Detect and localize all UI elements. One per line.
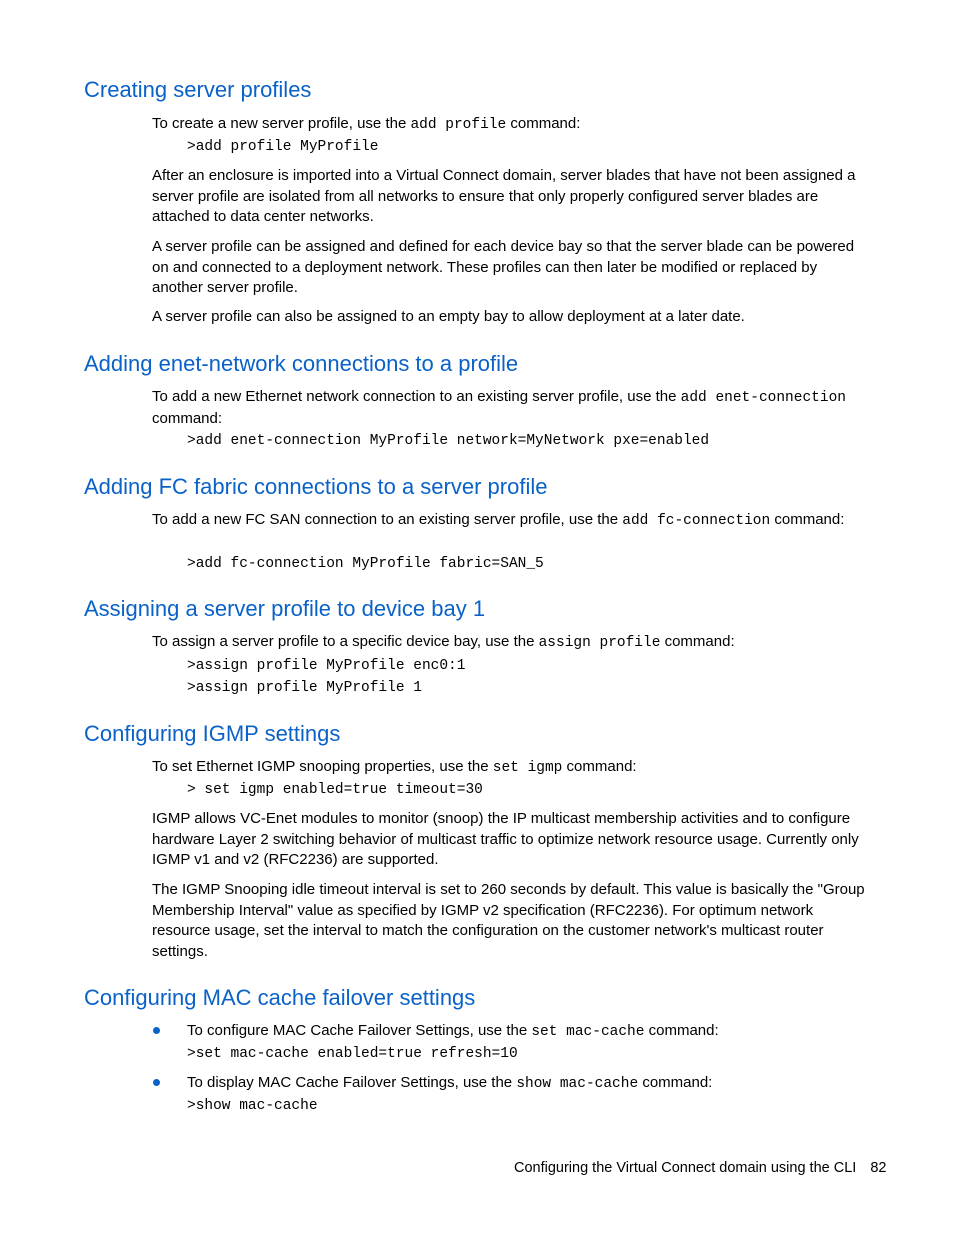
page-footer: [514, 1158, 887, 1178]
heading-creating-server-profiles: Creating server profiles: [84, 77, 312, 102]
inline-code: add profile: [410, 117, 507, 133]
paragraph: The IGMP Snooping idle timeout interval is set to 260 seconds by default. This value is basically the "Group Membership Interval" value as specified by IGMP v2 specification (RFC2236). For optimum network resource usage, set the interval to match the configuration on the customer network's multicast router settings.: [152, 881, 865, 960]
heading-adding-fc-connections: Adding FC fabric connections to a server profile: [84, 474, 548, 499]
inline-code: show mac-cache: [516, 1076, 639, 1092]
heading-adding-enet-connections: Adding enet-network connections to a profile: [84, 351, 519, 376]
page-number: 82: [870, 1160, 887, 1176]
command-line: >set mac-cache enabled=true refresh=10: [187, 1046, 518, 1062]
heading-configuring-mac-cache: Configuring MAC cache failover settings: [84, 985, 476, 1010]
footer-title: Configuring the Virtual Connect domain using the CLI: [514, 1160, 857, 1176]
paragraph: To assign a server profile to a specific device bay, use the assign profile command:: [152, 633, 735, 651]
bullet-icon: [153, 1079, 160, 1086]
command-line: >add profile MyProfile: [187, 139, 379, 155]
paragraph: A server profile can also be assigned to an empty bay to allow deployment at a later date.: [152, 308, 745, 325]
inline-code: set mac-cache: [531, 1024, 645, 1040]
command-line: >show mac-cache: [187, 1098, 318, 1114]
heading-assigning-profile: Assigning a server profile to device bay 1: [84, 596, 486, 621]
inline-code: set igmp: [492, 760, 563, 776]
command-line: >assign profile MyProfile enc0:1: [187, 658, 466, 674]
inline-code: add fc-connection: [622, 513, 771, 529]
command-line: >add fc-connection MyProfile fabric=SAN_5: [187, 556, 544, 572]
inline-code: assign profile: [538, 635, 661, 651]
paragraph: To add a new FC SAN connection to an existing server profile, use the add fc-connection command:: [152, 511, 845, 529]
heading-configuring-igmp: Configuring IGMP settings: [84, 721, 341, 746]
list-item: To configure MAC Cache Failover Settings, use the set mac-cache command:: [187, 1022, 719, 1040]
list-item: To display MAC Cache Failover Settings, use the show mac-cache command:: [187, 1074, 713, 1092]
paragraph: After an enclosure is imported into a Virtual Connect domain, server blades that have not been assigned a server profile are isolated from all networks to ensure that only properly configured server blades are attached to data center networks.: [152, 167, 856, 225]
paragraph: To create a new server profile, use the add profile command:: [152, 115, 581, 133]
paragraph: A server profile can be assigned and defined for each device bay so that the server blade can be powered on and connected to a deployment network. These profiles can then later be modified or replaced by another server profile.: [152, 238, 855, 296]
command-line: >assign profile MyProfile 1: [187, 680, 422, 696]
paragraph: To add a new Ethernet network connection to an existing server profile, use the add enet-connection command:: [152, 388, 846, 427]
command-line: > set igmp enabled=true timeout=30: [187, 782, 483, 798]
command-line: >add enet-connection MyProfile network=MyNetwork pxe=enabled: [187, 433, 710, 449]
inline-code: add enet-connection: [680, 390, 846, 406]
bullet-icon: [153, 1027, 160, 1034]
paragraph: To set Ethernet IGMP snooping properties, use the set igmp command:: [152, 758, 637, 776]
paragraph: IGMP allows VC-Enet modules to monitor (snoop) the IP multicast membership activities and to configure hardware Layer 2 switching behavior of multicast traffic to optimize network resource usage. Currently only IGMP v1 and v2 (RFC2236) are supported.: [152, 810, 859, 868]
